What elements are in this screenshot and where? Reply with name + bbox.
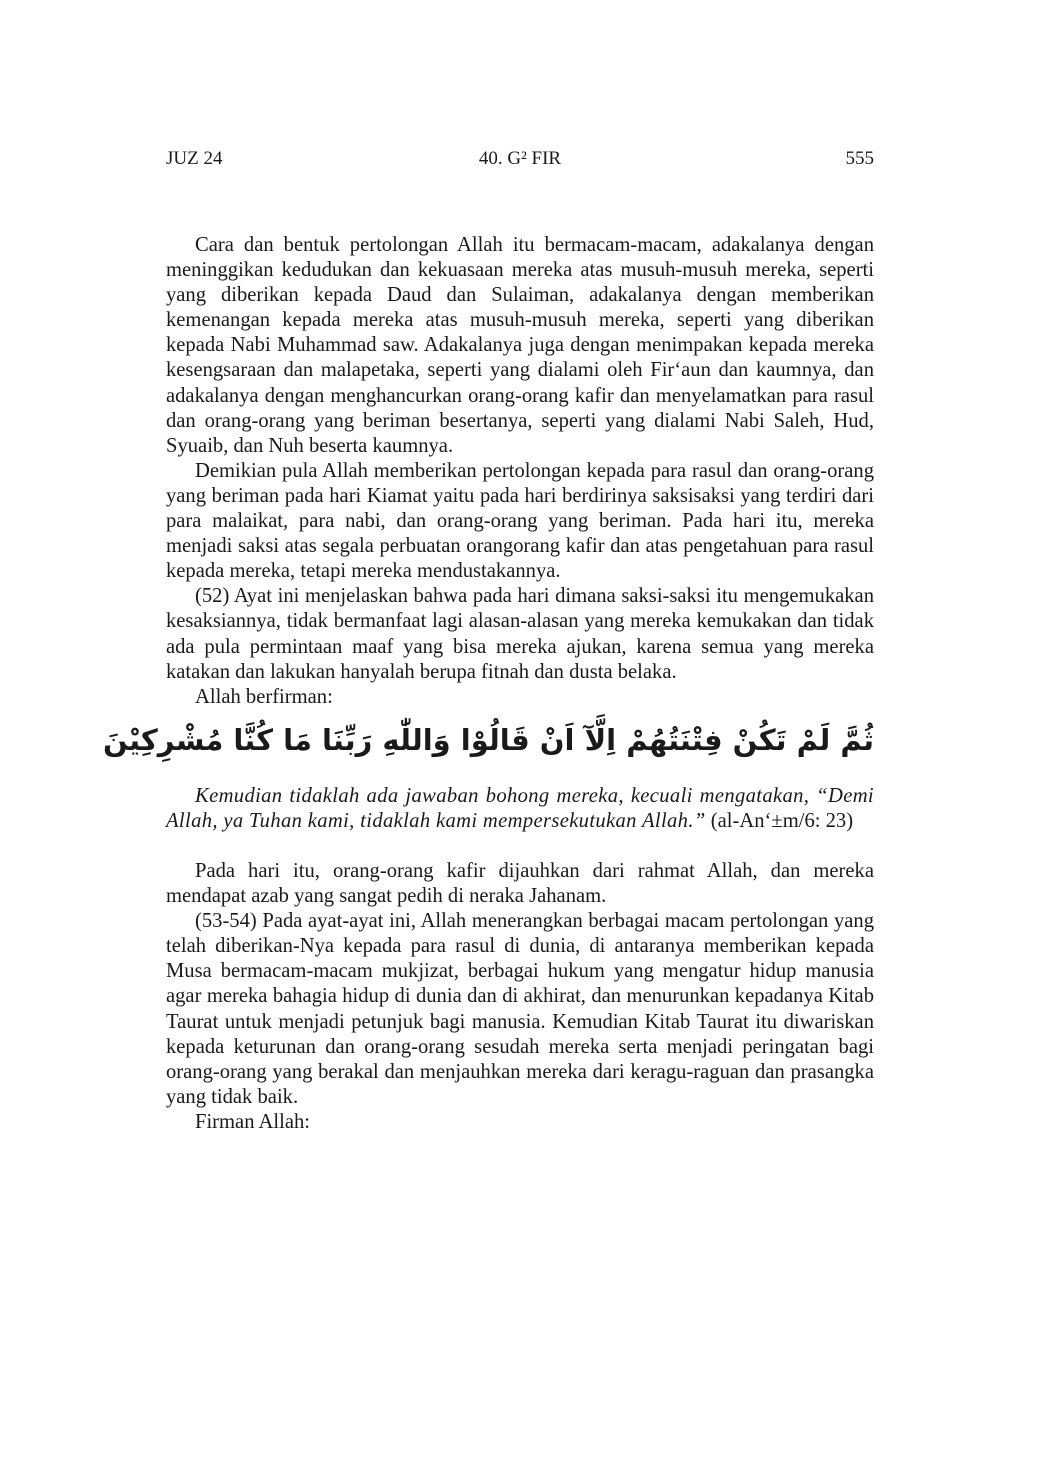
paragraph-verses-53-54: (53-54) Pada ayat-ayat ini, Allah menerangkan berbagai macam pertolongan yang telah diberikan-Nya kepada para rasul di dunia, di antaranya memberikan kepada Musa bermacam-macam mukjizat, berbagai hukum yang mengatur hidup manusia agar mereka bahagia hidup di dunia dan di akhirat, dan menurunkan kepadanya Kitab Taurat untuk menjadi petunjuk bagi manusia. Kemudian Kitab Taurat itu diwariskan kepada keturunan dan orang-orang sesudah mereka serta menjadi peringatan bagi orang-orang yang berakal dan menjauhkan mereka dari keragu-raguan dan prasangka yang tidak baik. [166, 910, 874, 1108]
page-body [102, 233, 874, 1135]
paragraph-disbelievers-fate: Pada hari itu, orang-orang kafir dijauhkan dari rahmat Allah, dan mereka mendapat azab yang sangat pedih di neraka Jahanam. [166, 859, 874, 908]
translation-text: Kemudian tidaklah ada jawaban bohong mereka, kecuali mengatakan, “Demi Allah, ya Tuhan kami, tidaklah kami mempersekutukan Allah.” [166, 784, 874, 832]
paragraph-allah-says: Allah berfirman: [195, 685, 333, 708]
paragraph-firman-allah: Firman Allah: [195, 1110, 310, 1133]
verse-reference: (al-An‘±m/6: 23) [710, 809, 854, 832]
surah-title: 40. G² FIR [478, 148, 562, 169]
paragraph-verse-52: (52) Ayat ini menjelaskan bahwa pada hari dimana saksi-saksi itu mengemukakan kesaksiannya, tidak bermanfaat lagi alasan-alasan yang mereka kemukakan dan tidak ada pula permintaan maaf yang bisa mereka ajukan, karena semua yang mereka katakan dan lakukan hanyalah berupa fitnah dan dusta belaka. [166, 585, 874, 683]
spacer [166, 834, 874, 859]
paragraph-judgment-day: Demikian pula Allah memberikan pertolongan kepada para rasul dan orang-orang yang beriman pada hari Kiamat yaitu pada hari berdirinya saksisaksi yang terdiri dari para malaikat, para nabi, dan orang-orang yang beriman. Pada hari itu, mereka menjadi saksi atas segala perbuatan orangorang kafir dan atas pengetahuan para rasul kepada mereka, tetapi mereka mendustakannya. [166, 459, 874, 583]
paragraph-help-forms: Cara dan bentuk pertolongan Allah itu bermacam-macam, adakalanya dengan meninggikan kedudukan dan kekuasaan mereka atas musuh-musuh mereka, seperti yang diberikan kepada Daud dan Sulaiman, adakalanya dengan memberikan kemenangan kepada mereka atas musuh-musuh mereka, seperti yang diberikan kepada Nabi Muhammad saw. Adakalanya juga dengan menimpakan kepada mereka kesengsaraan dan malapetaka, seperti yang dialami oleh Fir‘aun dan kaumnya, dan adakalanya dengan menghancurkan orang-orang kafir dan menyelamatkan para rasul dan orang-orang yang beriman besertanya, seperti yang dialami Nabi Saleh, Hud, Syuaib, dan Nuh beserta kaumnya. [166, 234, 874, 457]
page-header [166, 146, 874, 172]
page-number: 555 [845, 148, 874, 169]
juz-label: JUZ 24 [166, 148, 223, 169]
arabic-verse-text: ثُمَّ لَمْ تَكُنْ فِتْنَتُهُمْ اِلَّآ اَنْ قَالُوْا وَاللّٰهِ رَبِّنَا مَا كُنَّا مُشْرِكِيْنَ [102, 722, 874, 757]
verse-translation [166, 784, 874, 834]
arabic-verse-block [102, 710, 874, 784]
